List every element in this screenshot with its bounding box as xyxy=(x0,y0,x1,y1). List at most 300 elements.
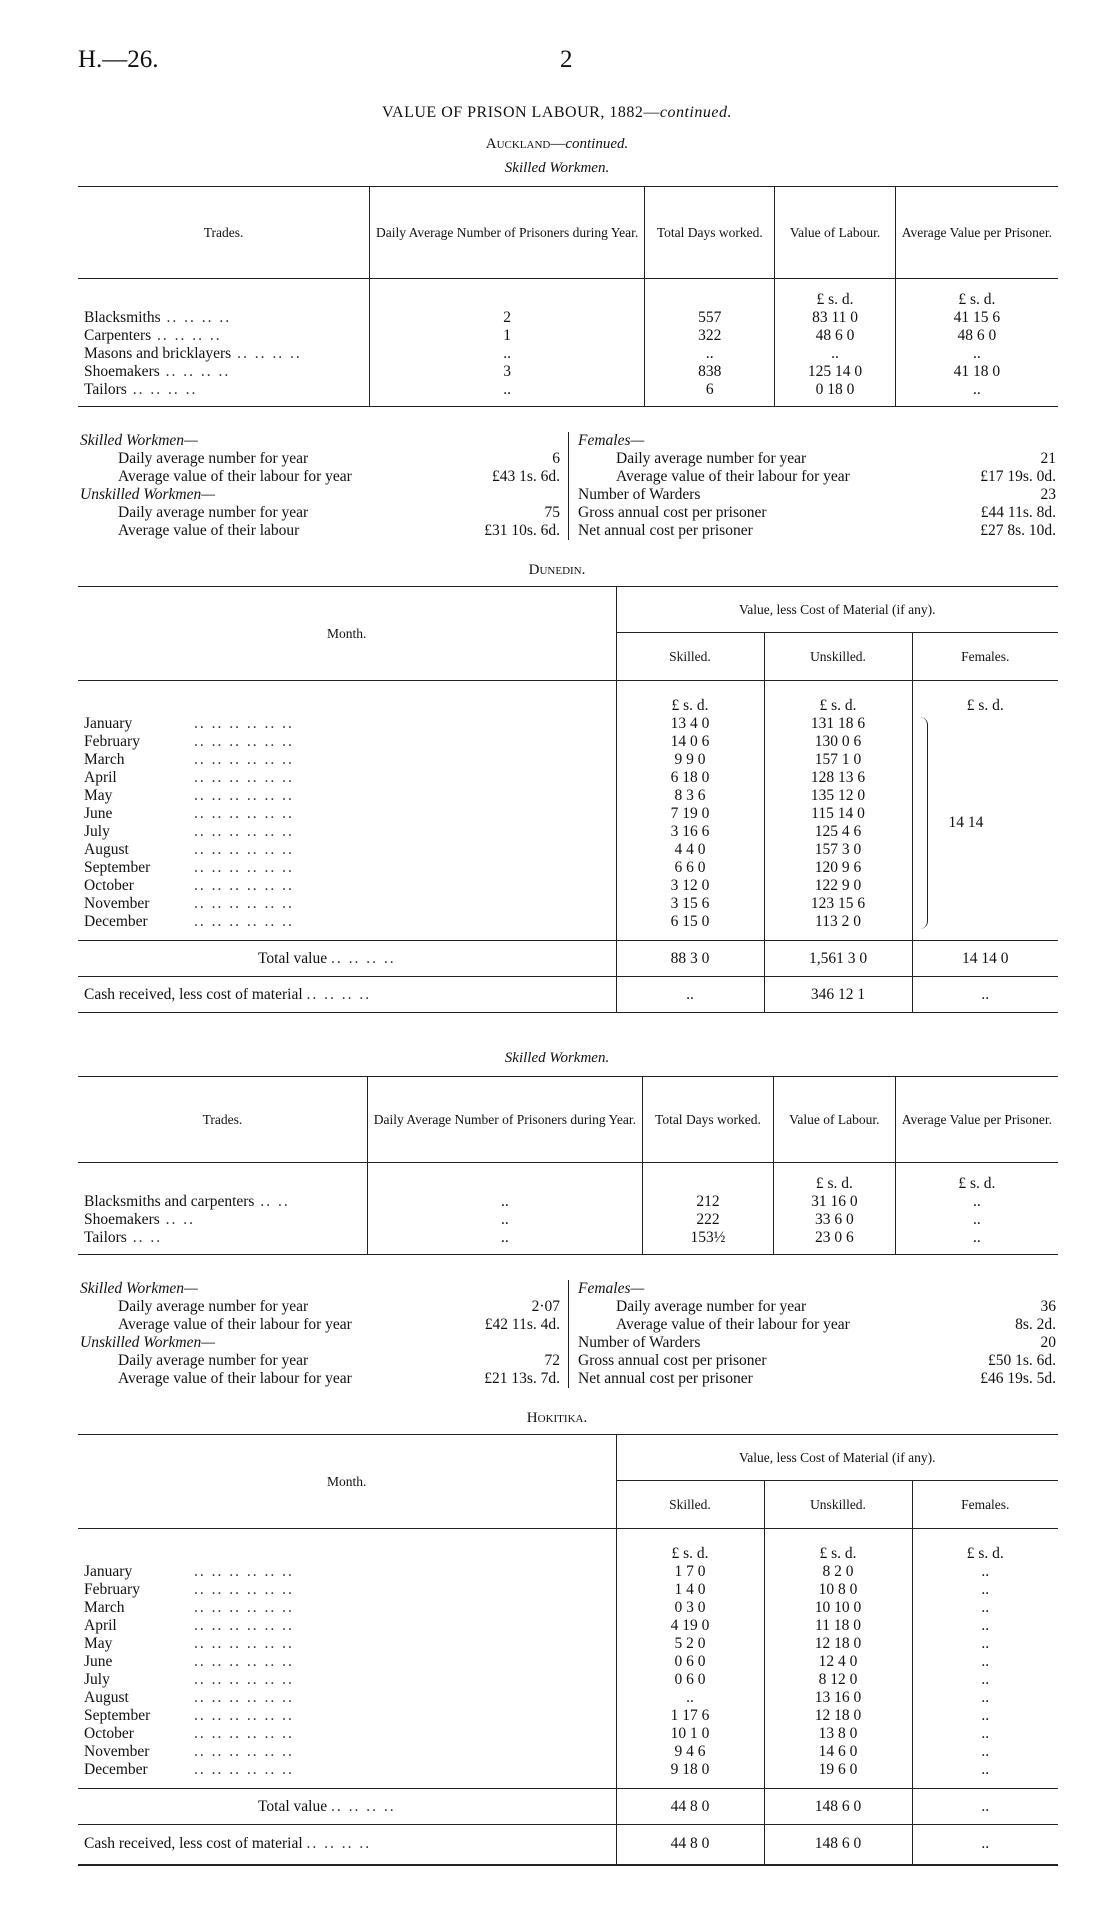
cell-unskilled: 12 18 0 xyxy=(764,1635,912,1653)
cell-avg: 48 6 0 xyxy=(895,327,1058,345)
trade-cell xyxy=(78,327,370,345)
cell-skilled: 4 4 0 xyxy=(616,841,764,859)
hokitika-heading: Hokitika. xyxy=(526,1410,588,1426)
cell-unskilled: 120 9 6 xyxy=(764,859,912,877)
cell-skilled: 13 4 0 xyxy=(616,715,764,733)
total-row: Total value .. .. .. .. 44 8 0 148 6 0 .. xyxy=(78,1789,1058,1825)
auckland-summary-left xyxy=(80,432,560,540)
col-skilled: Skilled. xyxy=(616,1481,764,1529)
summary-value: 20 xyxy=(1040,1334,1056,1351)
month-cell xyxy=(78,823,616,841)
cell-females: .. xyxy=(912,1689,1058,1707)
summary-value: £27 8s. 10d. xyxy=(980,522,1056,539)
col-females: Females. xyxy=(912,1481,1058,1529)
summary-value: 23 xyxy=(1040,486,1056,503)
month-name: January xyxy=(84,714,133,732)
month-name: November xyxy=(84,1742,150,1760)
total-row: Total value .. .. .. .. 88 3 0 1,561 3 0 14 14 0 xyxy=(78,941,1058,977)
cell-females: .. xyxy=(912,1635,1058,1653)
cell-avg: .. xyxy=(895,1193,1058,1211)
cell-days: 557 xyxy=(645,309,775,327)
month-cell xyxy=(78,1653,616,1671)
cell-unskilled: 12 18 0 xyxy=(764,1707,912,1725)
units-label: £ s. d. xyxy=(764,1529,912,1563)
month-name: August xyxy=(84,1688,129,1706)
leader-dots: .. .. .. .. .. .. xyxy=(194,786,294,804)
month-name: February xyxy=(84,732,140,750)
month-cell xyxy=(78,769,616,787)
trade-cell xyxy=(78,363,370,381)
table-row xyxy=(78,1743,1058,1761)
col-trades: Trades. xyxy=(202,1111,243,1127)
leader-dots: .. .. .. .. xyxy=(159,362,231,380)
trade-cell xyxy=(78,309,370,327)
table-row xyxy=(78,363,1058,381)
summary-value: £44 11s. 8d. xyxy=(980,504,1056,521)
total-females: .. xyxy=(912,1789,1058,1825)
table-row xyxy=(78,715,1058,733)
cash-label: Cash received, less cost of material xyxy=(84,985,303,1003)
month-cell xyxy=(78,751,616,769)
col-month: Month. xyxy=(78,1435,616,1529)
cell-daily: .. xyxy=(367,1211,642,1229)
leader-dots: .. .. .. .. .. .. xyxy=(194,1688,294,1706)
cell-females: .. xyxy=(912,1653,1058,1671)
cell-skilled: 3 16 6 xyxy=(616,823,764,841)
cell-value: 83 11 0 xyxy=(775,309,895,327)
month-cell xyxy=(78,841,616,859)
trade-cell xyxy=(78,381,370,399)
dunedin-trades-table xyxy=(78,1076,1058,1255)
cell-unskilled: 128 13 6 xyxy=(764,769,912,787)
col-daily-average: Daily Average Number of Prisoners during Year. xyxy=(367,1077,642,1163)
cell-skilled: 9 4 6 xyxy=(616,1743,764,1761)
leader-dots: .. .. .. .. .. .. xyxy=(194,1706,294,1724)
month-name: July xyxy=(84,822,110,840)
cell-days: 6 xyxy=(645,381,775,399)
total-unskilled: 148 6 0 xyxy=(764,1789,912,1825)
cell-value: 0 18 0 xyxy=(775,381,895,399)
summary-label: Average value of their labour for year xyxy=(118,1370,352,1387)
cell-females: .. xyxy=(912,1581,1058,1599)
auckland-section-title: Skilled Workmen. xyxy=(504,160,610,176)
units-label: £ s. d. xyxy=(764,681,912,715)
cash-skilled: .. xyxy=(616,977,764,1013)
total-skilled: 44 8 0 xyxy=(616,1789,764,1825)
summary-label: Daily average number for year xyxy=(616,1298,807,1315)
leader-dots: .. .. .. .. .. .. xyxy=(194,1652,294,1670)
summary-value: £42 11s. 4d. xyxy=(484,1316,560,1333)
table-row xyxy=(78,1689,1058,1707)
cell-days: .. xyxy=(645,345,775,363)
month-cell xyxy=(78,1707,616,1725)
cell-unskilled: 19 6 0 xyxy=(764,1761,912,1779)
cell-unskilled: 131 18 6 xyxy=(764,715,912,733)
leader-dots: .. .. xyxy=(254,1192,290,1210)
cell-skilled: 9 9 0 xyxy=(616,751,764,769)
cash-skilled: 44 8 0 xyxy=(616,1825,764,1865)
table-row xyxy=(78,1211,1058,1229)
table-row xyxy=(78,327,1058,345)
leader-dots: .. .. .. .. xyxy=(160,308,232,326)
cell-skilled: 5 2 0 xyxy=(616,1635,764,1653)
summary-value: £21 13s. 7d. xyxy=(484,1370,560,1387)
col-females: Females. xyxy=(912,633,1058,681)
leader-dots: .. .. .. .. .. .. xyxy=(194,768,294,786)
month-cell xyxy=(78,1743,616,1761)
month-name: May xyxy=(84,1634,113,1652)
dunedin-monthly-table xyxy=(78,586,1058,1013)
table-row xyxy=(78,1653,1058,1671)
cell-skilled: 1 7 0 xyxy=(616,1563,764,1581)
leader-dots: .. .. .. .. .. .. xyxy=(194,840,294,858)
leader-dots: .. .. xyxy=(159,1210,196,1228)
cell-skilled: 6 18 0 xyxy=(616,769,764,787)
month-cell xyxy=(78,733,616,751)
trade-cell xyxy=(78,345,370,363)
summary-label: Number of Warders xyxy=(578,1334,701,1351)
summary-label: Average value of their labour for year xyxy=(616,468,850,485)
cell-unskilled: 123 15 6 xyxy=(764,895,912,913)
month-name: June xyxy=(84,1652,113,1670)
table-row xyxy=(78,309,1058,327)
leader-dots: .. .. .. .. xyxy=(151,326,222,344)
month-cell xyxy=(78,1581,616,1599)
col-average-value: Average Value per Prisoner. xyxy=(895,187,1058,279)
cell-skilled: 9 18 0 xyxy=(616,1761,764,1779)
summary-label: Daily average number for year xyxy=(118,1298,309,1315)
col-value-group: Value, less Cost of Material (if any). xyxy=(616,587,1058,633)
cell-days: 838 xyxy=(645,363,775,381)
summary-value: £17 19s. 0d. xyxy=(980,468,1056,485)
cell-unskilled: 10 10 0 xyxy=(764,1599,912,1617)
cell-skilled: 0 6 0 xyxy=(616,1671,764,1689)
cash-females: .. xyxy=(912,1825,1058,1865)
cell-skilled: .. xyxy=(616,1689,764,1707)
leader-dots: .. .. .. .. .. .. xyxy=(194,1670,294,1688)
cell-unskilled: 13 16 0 xyxy=(764,1689,912,1707)
month-cell xyxy=(78,1635,616,1653)
month-name: August xyxy=(84,840,129,858)
table-row xyxy=(78,823,1058,841)
dunedin-section-title: Skilled Workmen. xyxy=(504,1050,610,1066)
summary-label: Daily average number for year xyxy=(118,450,309,467)
cell-females: .. xyxy=(912,1599,1058,1617)
cell-avg: .. xyxy=(895,1211,1058,1229)
table-row xyxy=(78,787,1058,805)
month-cell xyxy=(78,805,616,823)
cell-females: .. xyxy=(912,1725,1058,1743)
table-row xyxy=(78,1193,1058,1211)
month-name: September xyxy=(84,858,151,876)
cash-unskilled: 346 12 1 xyxy=(764,977,912,1013)
col-trades: Trades. xyxy=(203,224,244,240)
cell-skilled: 10 1 0 xyxy=(616,1725,764,1743)
cell-skilled: 6 6 0 xyxy=(616,859,764,877)
cash-row: Cash received, less cost of material .. .. .. .. 44 8 0 148 6 0 .. xyxy=(78,1825,1058,1865)
col-value-group: Value, less Cost of Material (if any). xyxy=(616,1435,1058,1481)
month-name: May xyxy=(84,786,113,804)
summary-heading: Skilled Workmen— xyxy=(80,1280,198,1297)
month-cell xyxy=(78,877,616,895)
trade-name: Shoemakers xyxy=(84,362,160,380)
month-name: February xyxy=(84,1580,140,1598)
table-header-row xyxy=(78,587,1058,633)
units-label: £ s. d. xyxy=(773,1163,895,1193)
cell-females: .. xyxy=(912,1617,1058,1635)
summary-value: 75 xyxy=(544,504,560,521)
cell-daily: .. xyxy=(367,1229,642,1247)
table-row xyxy=(78,1761,1058,1779)
summary-value: 36 xyxy=(1040,1298,1056,1315)
cell-unskilled: 157 3 0 xyxy=(764,841,912,859)
cell-avg: 41 15 6 xyxy=(895,309,1058,327)
month-cell xyxy=(78,895,616,913)
trade-name: Tailors xyxy=(84,380,127,398)
cell-skilled: 1 17 6 xyxy=(616,1707,764,1725)
month-cell xyxy=(78,787,616,805)
leader-dots: .. .. .. .. .. .. xyxy=(194,732,294,750)
summary-label: Daily average number for year xyxy=(118,504,309,521)
cell-days: 153½ xyxy=(643,1229,774,1247)
col-value-labour: Value of Labour. xyxy=(773,1077,895,1163)
col-total-days: Total Days worked. xyxy=(643,1077,774,1163)
leader-dots: .. .. .. .. xyxy=(231,344,302,362)
table-header-row xyxy=(78,1077,1058,1163)
total-label: Total value xyxy=(258,1797,328,1815)
cell-value: 23 0 6 xyxy=(773,1229,895,1247)
leader-dots: .. .. .. .. .. .. xyxy=(194,1760,294,1778)
cell-unskilled: 13 8 0 xyxy=(764,1725,912,1743)
table-row xyxy=(78,751,1058,769)
month-cell xyxy=(78,715,616,733)
cash-label: Cash received, less cost of material xyxy=(84,1835,303,1853)
leader-dots: .. .. .. .. .. .. xyxy=(194,1562,294,1580)
month-name: October xyxy=(84,1724,134,1742)
month-cell xyxy=(78,1617,616,1635)
summary-label: Average value of their labour xyxy=(118,522,300,539)
month-name: March xyxy=(84,1598,125,1616)
auckland-place: Auckland— xyxy=(485,136,566,152)
summary-value: 72 xyxy=(544,1352,560,1369)
cell-skilled: 14 0 6 xyxy=(616,733,764,751)
total-skilled: 88 3 0 xyxy=(616,941,764,977)
cash-unskilled: 148 6 0 xyxy=(764,1825,912,1865)
units-label: £ s. d. xyxy=(616,681,764,715)
total-unskilled: 1,561 3 0 xyxy=(764,941,912,977)
summary-heading: Unskilled Workmen— xyxy=(80,1334,216,1351)
cell-daily: 3 xyxy=(370,363,645,381)
leader-dots: .. .. .. .. .. .. xyxy=(194,1616,294,1634)
trade-name: Carpenters xyxy=(84,326,152,344)
units-label: £ s. d. xyxy=(616,1529,764,1563)
cell-unskilled: 157 1 0 xyxy=(764,751,912,769)
month-cell xyxy=(78,1563,616,1581)
cell-skilled: 3 15 6 xyxy=(616,895,764,913)
units-label: £ s. d. xyxy=(895,279,1058,309)
table-row xyxy=(78,733,1058,751)
table-row xyxy=(78,805,1058,823)
leader-dots: .. .. .. .. .. .. xyxy=(194,1634,294,1652)
leader-dots: .. .. .. .. .. .. xyxy=(194,714,294,732)
hokitika-monthly-table xyxy=(78,1434,1058,1868)
summary-value: £43 1s. 6d. xyxy=(491,468,560,485)
summary-heading: Females— xyxy=(578,432,645,449)
month-name: April xyxy=(84,1616,117,1634)
title-continued: continued. xyxy=(659,104,732,121)
cell-skilled: 0 6 0 xyxy=(616,1653,764,1671)
cell-unskilled: 14 6 0 xyxy=(764,1743,912,1761)
table-row xyxy=(78,769,1058,787)
summary-label: Daily average number for year xyxy=(118,1352,309,1369)
auckland-trades-table xyxy=(78,186,1058,407)
month-cell xyxy=(78,859,616,877)
table-header-row xyxy=(78,1435,1058,1481)
summary-value: £31 10s. 6d. xyxy=(484,522,560,539)
cell-unskilled: 135 12 0 xyxy=(764,787,912,805)
summary-divider xyxy=(568,1280,569,1388)
cell-skilled: 3 12 0 xyxy=(616,877,764,895)
cell-value: 31 16 0 xyxy=(773,1193,895,1211)
summary-label: Average value of their labour for year xyxy=(118,1316,352,1333)
females-year-value: 14 14 xyxy=(948,813,984,831)
table-row xyxy=(78,1563,1058,1581)
cell-unskilled: 8 2 0 xyxy=(764,1563,912,1581)
units-label: £ s. d. xyxy=(912,681,1058,715)
brace-mark xyxy=(919,717,928,929)
month-name: March xyxy=(84,750,125,768)
cell-females: .. xyxy=(912,1761,1058,1779)
cell-skilled: 4 19 0 xyxy=(616,1617,764,1635)
table-row xyxy=(78,877,1058,895)
leader-dots: .. .. .. .. .. .. xyxy=(194,1580,294,1598)
cell-skilled: 0 3 0 xyxy=(616,1599,764,1617)
cell-unskilled: 8 12 0 xyxy=(764,1671,912,1689)
title-main: VALUE OF PRISON LABOUR, 1882— xyxy=(382,104,660,121)
col-unskilled: Unskilled. xyxy=(764,633,912,681)
leader-dots: .. .. .. .. xyxy=(126,380,198,398)
month-name: December xyxy=(84,912,148,930)
summary-divider xyxy=(568,432,569,540)
col-daily-average: Daily Average Number of Prisoners during Year. xyxy=(370,187,645,279)
cell-daily: .. xyxy=(370,345,645,363)
units-label: £ s. d. xyxy=(775,279,895,309)
auckland-place-continued: continued. xyxy=(565,136,629,152)
cell-skilled: 1 4 0 xyxy=(616,1581,764,1599)
summary-value: 21 xyxy=(1040,450,1056,467)
cell-females: .. xyxy=(912,1707,1058,1725)
cell-value: 33 6 0 xyxy=(773,1211,895,1229)
month-name: December xyxy=(84,1760,148,1778)
cell-females: .. xyxy=(912,1671,1058,1689)
auckland-summary-right xyxy=(578,432,1056,540)
cell-daily: .. xyxy=(367,1193,642,1211)
col-value-labour: Value of Labour. xyxy=(775,187,895,279)
month-cell xyxy=(78,1689,616,1707)
table-row xyxy=(78,1707,1058,1725)
summary-value: 8s. 2d. xyxy=(1015,1316,1056,1333)
cell-females: .. xyxy=(912,1743,1058,1761)
summary-value: 2·07 xyxy=(531,1298,560,1315)
total-label: Total value xyxy=(258,949,328,967)
summary-value: £50 1s. 6d. xyxy=(987,1352,1056,1369)
summary-heading: Females— xyxy=(578,1280,645,1297)
month-cell xyxy=(78,1599,616,1617)
summary-label: Number of Warders xyxy=(578,486,701,503)
month-cell xyxy=(78,1761,616,1779)
cell-unskilled: 122 9 0 xyxy=(764,877,912,895)
cell-avg: .. xyxy=(895,381,1058,399)
trade-cell xyxy=(78,1229,367,1247)
cell-females: .. xyxy=(912,1563,1058,1581)
summary-label: Net annual cost per prisoner xyxy=(578,1370,753,1387)
month-cell xyxy=(78,1725,616,1743)
table-row xyxy=(78,1725,1058,1743)
month-name: January xyxy=(84,1562,133,1580)
col-total-days: Total Days worked. xyxy=(645,187,775,279)
leader-dots: .. .. .. .. .. .. xyxy=(194,876,294,894)
cell-skilled: 6 15 0 xyxy=(616,913,764,931)
cell-daily: 1 xyxy=(370,327,645,345)
month-cell xyxy=(78,1671,616,1689)
trade-name: Masons and bricklayers xyxy=(84,344,232,362)
cell-unskilled: 10 8 0 xyxy=(764,1581,912,1599)
col-average-value: Average Value per Prisoner. xyxy=(895,1077,1058,1163)
table-row xyxy=(78,895,1058,913)
cell-avg: .. xyxy=(895,345,1058,363)
cell-days: 212 xyxy=(643,1193,774,1211)
trade-name: Blacksmiths and carpenters xyxy=(84,1192,255,1210)
cell-unskilled: 12 4 0 xyxy=(764,1653,912,1671)
table-row xyxy=(78,381,1058,399)
leader-dots: .. .. .. .. .. .. xyxy=(194,1742,294,1760)
units-label: £ s. d. xyxy=(912,1529,1058,1563)
table-row xyxy=(78,1671,1058,1689)
leader-dots: .. .. .. .. .. .. xyxy=(194,1598,294,1616)
table-row xyxy=(78,1635,1058,1653)
cell-unskilled: 125 4 6 xyxy=(764,823,912,841)
total-females: 14 14 0 xyxy=(912,941,1058,977)
summary-label: Daily average number for year xyxy=(616,450,807,467)
table-row xyxy=(78,1229,1058,1247)
trade-cell xyxy=(78,1211,367,1229)
table-header-row xyxy=(78,187,1058,279)
cell-days: 322 xyxy=(645,327,775,345)
col-month: Month. xyxy=(78,587,616,681)
summary-label: Gross annual cost per prisoner xyxy=(578,504,767,521)
cell-value: 48 6 0 xyxy=(775,327,895,345)
leader-dots: .. .. .. .. .. .. xyxy=(194,858,294,876)
cell-skilled: 8 3 6 xyxy=(616,787,764,805)
cash-females: .. xyxy=(912,977,1058,1013)
document-title xyxy=(0,104,1114,122)
cell-unskilled: 11 18 0 xyxy=(764,1617,912,1635)
cell-skilled: 7 19 0 xyxy=(616,805,764,823)
cell-daily: 2 xyxy=(370,309,645,327)
month-name: April xyxy=(84,768,117,786)
summary-heading: Unskilled Workmen— xyxy=(80,486,216,503)
table-row xyxy=(78,841,1058,859)
month-name: November xyxy=(84,894,150,912)
cell-females-bracket xyxy=(912,715,1058,931)
leader-dots: .. .. .. .. .. .. xyxy=(194,804,294,822)
cell-avg: .. xyxy=(895,1229,1058,1247)
trade-name: Blacksmiths xyxy=(84,308,161,326)
document-code: H.—26. xyxy=(78,46,159,73)
leader-dots: .. .. .. .. .. .. xyxy=(194,750,294,768)
summary-heading: Skilled Workmen— xyxy=(80,432,198,449)
trade-cell xyxy=(78,1193,367,1211)
